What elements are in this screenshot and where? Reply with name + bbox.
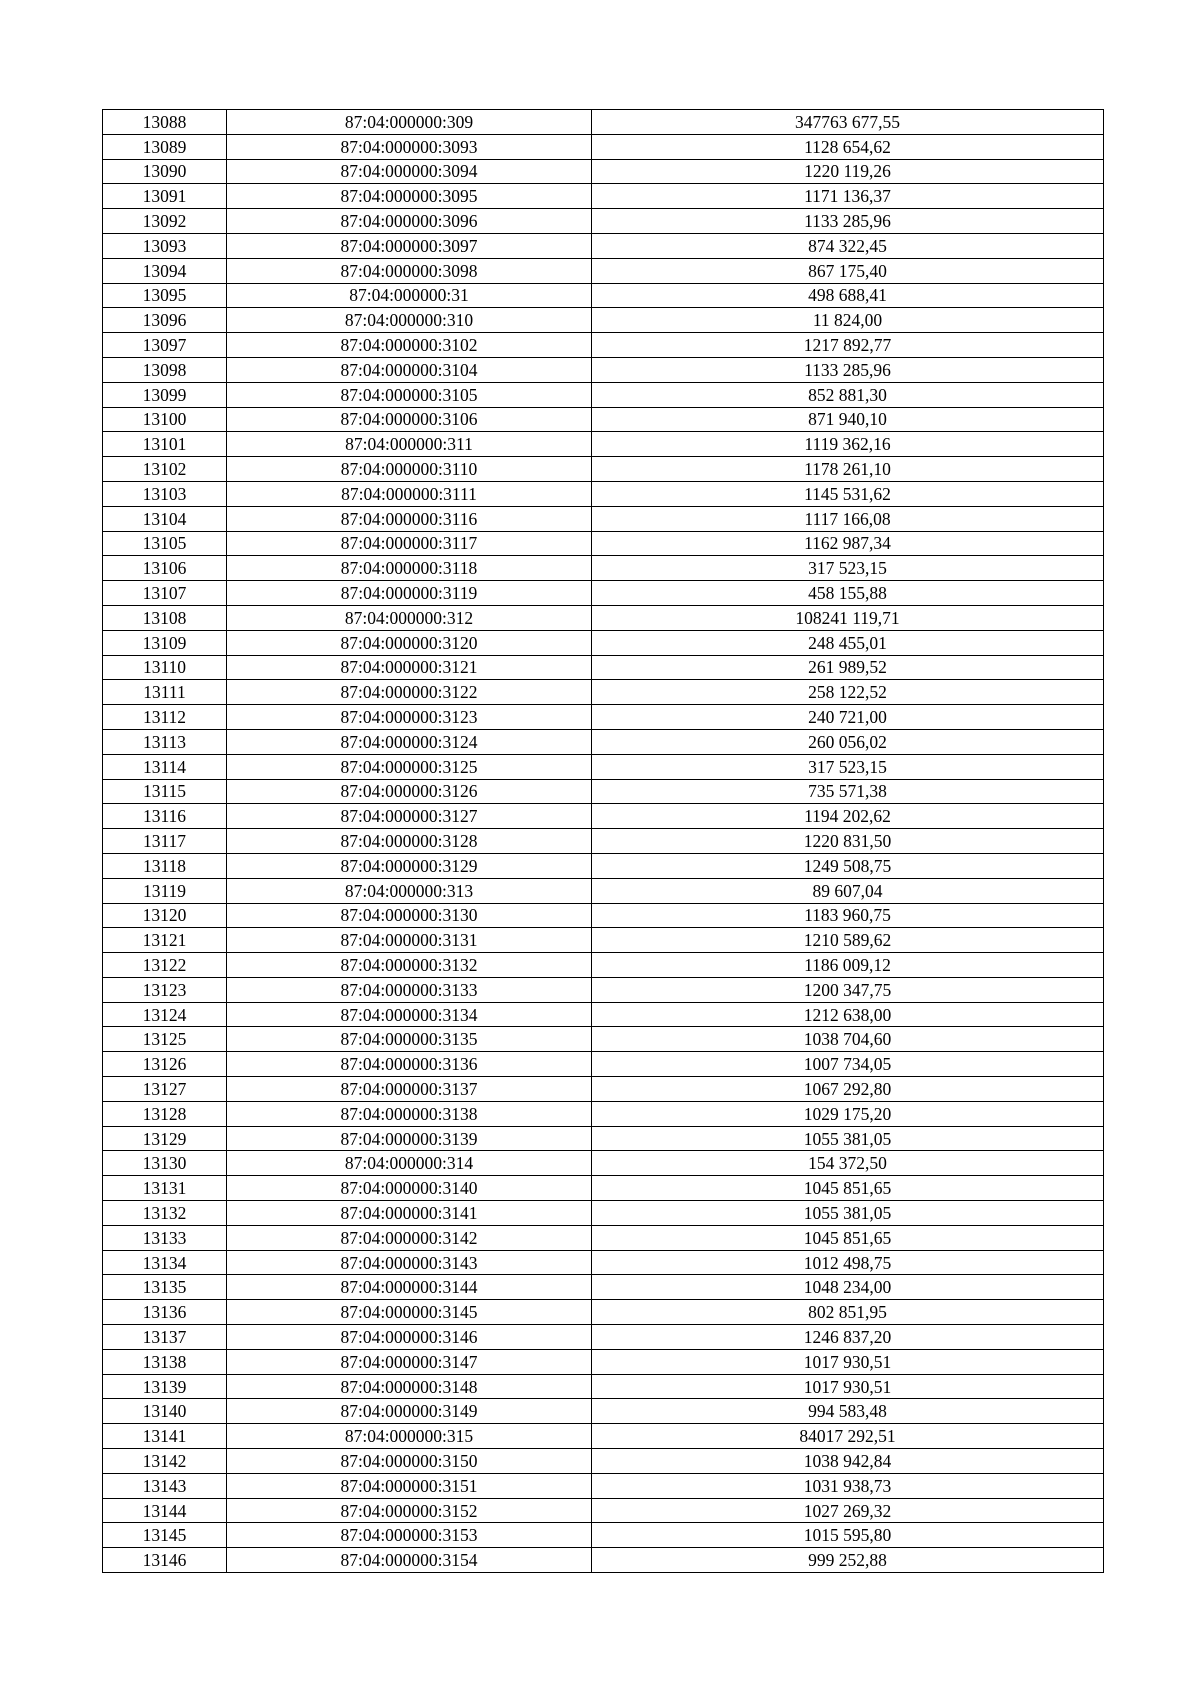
cadastral-value-cell: 1055 381,05 <box>592 1201 1104 1226</box>
row-number-cell: 13088 <box>103 110 227 135</box>
row-number-cell: 13140 <box>103 1399 227 1424</box>
cadastral-number-cell: 87:04:000000:3132 <box>227 953 592 978</box>
table-row <box>103 630 1104 655</box>
table-row <box>103 1349 1104 1374</box>
table-row <box>103 457 1104 482</box>
table-row <box>103 729 1104 754</box>
row-number-cell: 13121 <box>103 928 227 953</box>
table-row <box>103 1548 1104 1573</box>
table-row <box>103 1176 1104 1201</box>
cadastral-number-cell: 87:04:000000:31 <box>227 283 592 308</box>
cadastral-number-cell: 87:04:000000:3146 <box>227 1325 592 1350</box>
row-number-cell: 13132 <box>103 1201 227 1226</box>
cadastral-value-cell: 1048 234,00 <box>592 1275 1104 1300</box>
table-row <box>103 1498 1104 1523</box>
row-number-cell: 13120 <box>103 903 227 928</box>
table-row <box>103 1225 1104 1250</box>
cadastral-number-cell: 87:04:000000:3130 <box>227 903 592 928</box>
cadastral-value-cell: 498 688,41 <box>592 283 1104 308</box>
table-row <box>103 1374 1104 1399</box>
row-number-cell: 13097 <box>103 333 227 358</box>
cadastral-value-cell: 1183 960,75 <box>592 903 1104 928</box>
cadastral-number-cell: 87:04:000000:3140 <box>227 1176 592 1201</box>
table-row <box>103 581 1104 606</box>
cadastral-value-cell: 154 372,50 <box>592 1151 1104 1176</box>
cadastral-number-cell: 87:04:000000:3133 <box>227 977 592 1002</box>
table-body <box>103 110 1104 1573</box>
row-number-cell: 13116 <box>103 804 227 829</box>
table-row <box>103 209 1104 234</box>
row-number-cell: 13133 <box>103 1225 227 1250</box>
table-row <box>103 481 1104 506</box>
table-row <box>103 977 1104 1002</box>
cadastral-value-cell: 1128 654,62 <box>592 134 1104 159</box>
row-number-cell: 13111 <box>103 680 227 705</box>
cadastral-number-cell: 87:04:000000:3102 <box>227 333 592 358</box>
table-row <box>103 184 1104 209</box>
table-row <box>103 953 1104 978</box>
cadastral-value-cell: 1133 285,96 <box>592 209 1104 234</box>
table-row <box>103 407 1104 432</box>
cadastral-value-cell: 258 122,52 <box>592 680 1104 705</box>
cadastral-value-cell: 1145 531,62 <box>592 481 1104 506</box>
cadastral-number-cell: 87:04:000000:3136 <box>227 1052 592 1077</box>
cadastral-value-cell: 261 989,52 <box>592 655 1104 680</box>
cadastral-number-cell: 87:04:000000:3134 <box>227 1002 592 1027</box>
table-row <box>103 928 1104 953</box>
cadastral-value-cell: 1017 930,51 <box>592 1374 1104 1399</box>
cadastral-value-cell: 1162 987,34 <box>592 531 1104 556</box>
cadastral-number-cell: 87:04:000000:3124 <box>227 729 592 754</box>
cadastral-number-cell: 87:04:000000:3093 <box>227 134 592 159</box>
row-number-cell: 13115 <box>103 779 227 804</box>
table-row <box>103 382 1104 407</box>
cadastral-value-cell: 1007 734,05 <box>592 1052 1104 1077</box>
row-number-cell: 13101 <box>103 432 227 457</box>
cadastral-value-cell: 11 824,00 <box>592 308 1104 333</box>
table-row <box>103 1151 1104 1176</box>
cadastral-number-cell: 87:04:000000:3117 <box>227 531 592 556</box>
cadastral-value-cell: 1017 930,51 <box>592 1349 1104 1374</box>
row-number-cell: 13110 <box>103 655 227 680</box>
cadastral-number-cell: 87:04:000000:3127 <box>227 804 592 829</box>
cadastral-value-cell: 1038 942,84 <box>592 1449 1104 1474</box>
row-number-cell: 13113 <box>103 729 227 754</box>
table-row <box>103 357 1104 382</box>
cadastral-number-cell: 87:04:000000:3096 <box>227 209 592 234</box>
cadastral-number-cell: 87:04:000000:3145 <box>227 1300 592 1325</box>
table-row <box>103 1052 1104 1077</box>
row-number-cell: 13135 <box>103 1275 227 1300</box>
table-row <box>103 1325 1104 1350</box>
row-number-cell: 13094 <box>103 258 227 283</box>
row-number-cell: 13131 <box>103 1176 227 1201</box>
row-number-cell: 13144 <box>103 1498 227 1523</box>
cadastral-value-cell: 84017 292,51 <box>592 1424 1104 1449</box>
cadastral-value-cell: 1015 595,80 <box>592 1523 1104 1548</box>
cadastral-number-cell: 87:04:000000:3142 <box>227 1225 592 1250</box>
cadastral-number-cell: 87:04:000000:310 <box>227 308 592 333</box>
cadastral-value-cell: 1012 498,75 <box>592 1250 1104 1275</box>
row-number-cell: 13107 <box>103 581 227 606</box>
table-row <box>103 1027 1104 1052</box>
cadastral-value-cell: 1045 851,65 <box>592 1176 1104 1201</box>
table-row <box>103 1449 1104 1474</box>
cadastral-value-cell: 735 571,38 <box>592 779 1104 804</box>
table-row <box>103 829 1104 854</box>
table-row <box>103 779 1104 804</box>
cadastral-number-cell: 87:04:000000:3097 <box>227 233 592 258</box>
table-row <box>103 903 1104 928</box>
cadastral-number-cell: 87:04:000000:3137 <box>227 1077 592 1102</box>
cadastral-number-cell: 87:04:000000:3110 <box>227 457 592 482</box>
row-number-cell: 13109 <box>103 630 227 655</box>
table-row <box>103 134 1104 159</box>
table-row <box>103 680 1104 705</box>
table-row <box>103 1201 1104 1226</box>
cadastral-value-cell: 999 252,88 <box>592 1548 1104 1573</box>
table-row <box>103 531 1104 556</box>
cadastral-value-cell: 1045 851,65 <box>592 1225 1104 1250</box>
row-number-cell: 13092 <box>103 209 227 234</box>
cadastral-value-cell: 1210 589,62 <box>592 928 1104 953</box>
table-row <box>103 432 1104 457</box>
table-row <box>103 1424 1104 1449</box>
row-number-cell: 13124 <box>103 1002 227 1027</box>
table-row <box>103 655 1104 680</box>
cadastral-value-cell: 802 851,95 <box>592 1300 1104 1325</box>
row-number-cell: 13099 <box>103 382 227 407</box>
row-number-cell: 13091 <box>103 184 227 209</box>
cadastral-value-cell: 1220 831,50 <box>592 829 1104 854</box>
cadastral-value-cell: 1119 362,16 <box>592 432 1104 457</box>
row-number-cell: 13098 <box>103 357 227 382</box>
cadastral-value-cell: 458 155,88 <box>592 581 1104 606</box>
cadastral-number-cell: 87:04:000000:3152 <box>227 1498 592 1523</box>
row-number-cell: 13122 <box>103 953 227 978</box>
row-number-cell: 13142 <box>103 1449 227 1474</box>
row-number-cell: 13125 <box>103 1027 227 1052</box>
row-number-cell: 13130 <box>103 1151 227 1176</box>
table-row <box>103 878 1104 903</box>
row-number-cell: 13108 <box>103 605 227 630</box>
table-row <box>103 258 1104 283</box>
table-row <box>103 283 1104 308</box>
row-number-cell: 13102 <box>103 457 227 482</box>
cadastral-number-cell: 87:04:000000:3150 <box>227 1449 592 1474</box>
cadastral-value-cell: 1220 119,26 <box>592 159 1104 184</box>
cadastral-number-cell: 87:04:000000:3151 <box>227 1473 592 1498</box>
cadastral-value-cell: 1249 508,75 <box>592 853 1104 878</box>
cadastral-number-cell: 87:04:000000:3111 <box>227 481 592 506</box>
cadastral-value-table-container <box>102 109 1103 1573</box>
row-number-cell: 13096 <box>103 308 227 333</box>
row-number-cell: 13112 <box>103 705 227 730</box>
row-number-cell: 13138 <box>103 1349 227 1374</box>
cadastral-number-cell: 87:04:000000:3138 <box>227 1101 592 1126</box>
table-row <box>103 159 1104 184</box>
cadastral-value-cell: 871 940,10 <box>592 407 1104 432</box>
cadastral-value-cell: 317 523,15 <box>592 556 1104 581</box>
row-number-cell: 13127 <box>103 1077 227 1102</box>
cadastral-number-cell: 87:04:000000:3121 <box>227 655 592 680</box>
cadastral-value-cell: 1027 269,32 <box>592 1498 1104 1523</box>
table-row <box>103 1002 1104 1027</box>
cadastral-number-cell: 87:04:000000:314 <box>227 1151 592 1176</box>
row-number-cell: 13095 <box>103 283 227 308</box>
cadastral-value-cell: 867 175,40 <box>592 258 1104 283</box>
table-row <box>103 754 1104 779</box>
table-row <box>103 1300 1104 1325</box>
cadastral-number-cell: 87:04:000000:3129 <box>227 853 592 878</box>
cadastral-number-cell: 87:04:000000:3141 <box>227 1201 592 1226</box>
cadastral-number-cell: 87:04:000000:3098 <box>227 258 592 283</box>
cadastral-value-cell: 994 583,48 <box>592 1399 1104 1424</box>
row-number-cell: 13143 <box>103 1473 227 1498</box>
table-row <box>103 1275 1104 1300</box>
cadastral-value-cell: 1055 381,05 <box>592 1126 1104 1151</box>
table-row <box>103 233 1104 258</box>
row-number-cell: 13104 <box>103 506 227 531</box>
table-row <box>103 605 1104 630</box>
cadastral-value-cell: 248 455,01 <box>592 630 1104 655</box>
cadastral-value-cell: 1117 166,08 <box>592 506 1104 531</box>
cadastral-value-cell: 317 523,15 <box>592 754 1104 779</box>
cadastral-number-cell: 87:04:000000:3120 <box>227 630 592 655</box>
cadastral-value-cell: 1038 704,60 <box>592 1027 1104 1052</box>
row-number-cell: 13093 <box>103 233 227 258</box>
row-number-cell: 13123 <box>103 977 227 1002</box>
cadastral-number-cell: 87:04:000000:3148 <box>227 1374 592 1399</box>
cadastral-number-cell: 87:04:000000:311 <box>227 432 592 457</box>
row-number-cell: 13141 <box>103 1424 227 1449</box>
cadastral-value-cell: 89 607,04 <box>592 878 1104 903</box>
cadastral-value-cell: 1186 009,12 <box>592 953 1104 978</box>
table-row <box>103 853 1104 878</box>
row-number-cell: 13145 <box>103 1523 227 1548</box>
table-row <box>103 1250 1104 1275</box>
cadastral-number-cell: 87:04:000000:312 <box>227 605 592 630</box>
cadastral-value-cell: 1246 837,20 <box>592 1325 1104 1350</box>
cadastral-number-cell: 87:04:000000:3118 <box>227 556 592 581</box>
row-number-cell: 13105 <box>103 531 227 556</box>
row-number-cell: 13139 <box>103 1374 227 1399</box>
cadastral-value-cell: 260 056,02 <box>592 729 1104 754</box>
cadastral-value-cell: 1133 285,96 <box>592 357 1104 382</box>
cadastral-value-cell: 240 721,00 <box>592 705 1104 730</box>
cadastral-number-cell: 87:04:000000:3149 <box>227 1399 592 1424</box>
cadastral-number-cell: 87:04:000000:3147 <box>227 1349 592 1374</box>
cadastral-number-cell: 87:04:000000:309 <box>227 110 592 135</box>
cadastral-value-cell: 852 881,30 <box>592 382 1104 407</box>
table-row <box>103 506 1104 531</box>
cadastral-number-cell: 87:04:000000:3143 <box>227 1250 592 1275</box>
table-row <box>103 1399 1104 1424</box>
cadastral-value-cell: 1029 175,20 <box>592 1101 1104 1126</box>
row-number-cell: 13118 <box>103 853 227 878</box>
table-row <box>103 1101 1104 1126</box>
cadastral-number-cell: 87:04:000000:3144 <box>227 1275 592 1300</box>
cadastral-number-cell: 87:04:000000:3123 <box>227 705 592 730</box>
cadastral-number-cell: 87:04:000000:313 <box>227 878 592 903</box>
cadastral-value-table <box>102 109 1104 1573</box>
cadastral-number-cell: 87:04:000000:3154 <box>227 1548 592 1573</box>
cadastral-number-cell: 87:04:000000:3104 <box>227 357 592 382</box>
cadastral-number-cell: 87:04:000000:3131 <box>227 928 592 953</box>
table-row <box>103 1523 1104 1548</box>
row-number-cell: 13114 <box>103 754 227 779</box>
cadastral-value-cell: 1031 938,73 <box>592 1473 1104 1498</box>
table-row <box>103 1077 1104 1102</box>
row-number-cell: 13119 <box>103 878 227 903</box>
table-row <box>103 110 1104 135</box>
cadastral-value-cell: 874 322,45 <box>592 233 1104 258</box>
cadastral-number-cell: 87:04:000000:3119 <box>227 581 592 606</box>
row-number-cell: 13103 <box>103 481 227 506</box>
cadastral-number-cell: 87:04:000000:3094 <box>227 159 592 184</box>
table-row <box>103 308 1104 333</box>
cadastral-value-cell: 1067 292,80 <box>592 1077 1104 1102</box>
row-number-cell: 13129 <box>103 1126 227 1151</box>
row-number-cell: 13136 <box>103 1300 227 1325</box>
table-row <box>103 333 1104 358</box>
row-number-cell: 13128 <box>103 1101 227 1126</box>
cadastral-number-cell: 87:04:000000:3122 <box>227 680 592 705</box>
cadastral-number-cell: 87:04:000000:3139 <box>227 1126 592 1151</box>
row-number-cell: 13100 <box>103 407 227 432</box>
cadastral-value-cell: 1171 136,37 <box>592 184 1104 209</box>
cadastral-number-cell: 87:04:000000:3106 <box>227 407 592 432</box>
row-number-cell: 13089 <box>103 134 227 159</box>
cadastral-value-cell: 347763 677,55 <box>592 110 1104 135</box>
cadastral-number-cell: 87:04:000000:315 <box>227 1424 592 1449</box>
cadastral-number-cell: 87:04:000000:3105 <box>227 382 592 407</box>
cadastral-value-cell: 1217 892,77 <box>592 333 1104 358</box>
table-row <box>103 1126 1104 1151</box>
row-number-cell: 13117 <box>103 829 227 854</box>
cadastral-number-cell: 87:04:000000:3116 <box>227 506 592 531</box>
table-row <box>103 1473 1104 1498</box>
table-row <box>103 705 1104 730</box>
cadastral-number-cell: 87:04:000000:3125 <box>227 754 592 779</box>
cadastral-value-cell: 108241 119,71 <box>592 605 1104 630</box>
cadastral-value-cell: 1194 202,62 <box>592 804 1104 829</box>
cadastral-value-cell: 1200 347,75 <box>592 977 1104 1002</box>
cadastral-number-cell: 87:04:000000:3128 <box>227 829 592 854</box>
row-number-cell: 13126 <box>103 1052 227 1077</box>
row-number-cell: 13134 <box>103 1250 227 1275</box>
row-number-cell: 13137 <box>103 1325 227 1350</box>
cadastral-number-cell: 87:04:000000:3126 <box>227 779 592 804</box>
cadastral-value-cell: 1212 638,00 <box>592 1002 1104 1027</box>
table-row <box>103 804 1104 829</box>
table-row <box>103 556 1104 581</box>
cadastral-number-cell: 87:04:000000:3095 <box>227 184 592 209</box>
cadastral-value-cell: 1178 261,10 <box>592 457 1104 482</box>
row-number-cell: 13106 <box>103 556 227 581</box>
cadastral-number-cell: 87:04:000000:3153 <box>227 1523 592 1548</box>
row-number-cell: 13090 <box>103 159 227 184</box>
cadastral-number-cell: 87:04:000000:3135 <box>227 1027 592 1052</box>
row-number-cell: 13146 <box>103 1548 227 1573</box>
